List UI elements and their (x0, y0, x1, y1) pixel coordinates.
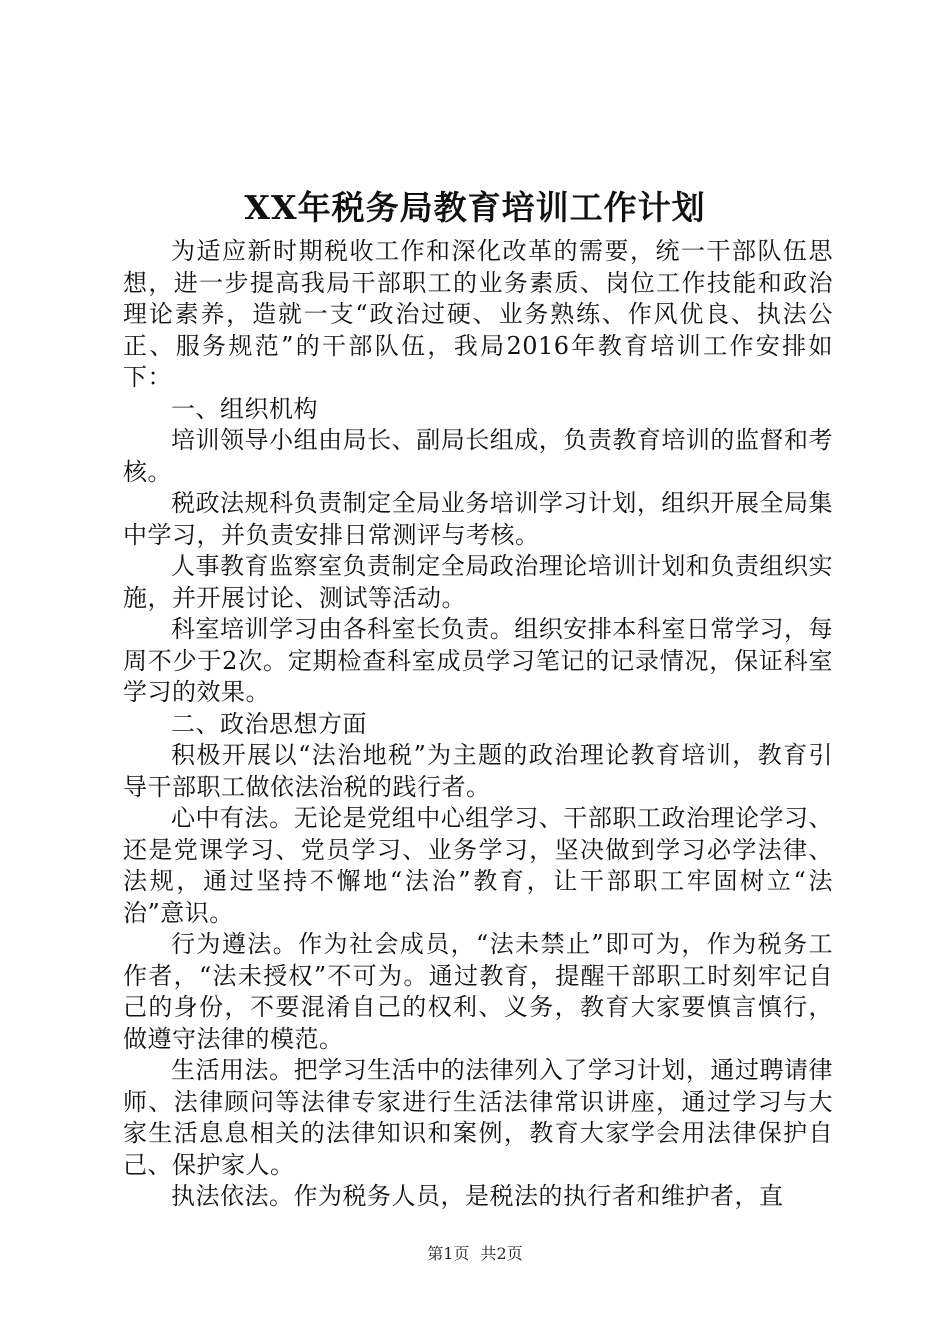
page-number: 第1页 (427, 1244, 470, 1263)
section-heading-political: 二、政治思想方面 (171, 709, 367, 738)
document-title: XX年税务局教育培训工作计划 (244, 188, 706, 227)
paragraph-intro: 为适应新时期税收工作和深化改革的需要，统一干部队伍思想，进一步提高我局干部职工的业务素质、岗位工作技能和政治理论素养，造就一支“政治过硬、业务熟练、作风优良、执法公正、服务规范”的干部队伍，我局2016年教育培训工作安排如下： (123, 237, 833, 391)
paragraph: 科室培训学习由各科室长负责。组织安排本科室日常学习，每周不少于2次。定期检查科室成员学习笔记的记录情况，保证科室学习的效果。 (123, 615, 833, 706)
paragraph: 积极开展以“法治地税”为主题的政治理论教育培训，教育引导干部职工做依法治税的践行者。 (123, 741, 833, 801)
paragraph: 行为遵法。作为社会成员，“法未禁止”即可为，作为税务工作者，“法未授权”不可为。通过教育，提醒干部职工时刻牢记自己的身份，不要混淆自己的权利、义务，教育大家要慎言慎行，做遵守法律的模范。 (123, 930, 833, 1053)
paragraph: 培训领导小组由局长、副局长组成，负责教育培训的监督和考核。 (123, 426, 833, 486)
paragraph: 生活用法。把学习生活中的法律列入了学习计划，通过聘请律师、法律顾问等法律专家进行生活法律常识讲座，通过学习与大家生活息息相关的法律知识和案例，教育大家学会用法律保护自己、保护家人。 (123, 1056, 833, 1179)
page-footer (0, 1244, 950, 1264)
paragraph: 执法依法。作为税务人员，是税法的执行者和维护者，直 (171, 1182, 784, 1210)
section-heading-organization: 一、组织机构 (171, 394, 318, 423)
paragraph: 心中有法。无论是党组中心组学习、干部职工政治理论学习、还是党课学习、党员学习、业务学习，坚决做到学习必学法律、法规，通过坚持不懈地“法治”教育，让干部职工牢固树立“法治”意识。 (123, 804, 833, 927)
paragraph: 税政法规科负责制定全局业务培训学习计划，组织开展全局集中学习，并负责安排日常测评与考核。 (123, 489, 833, 549)
paragraph: 人事教育监察室负责制定全局政治理论培训计划和负责组织实施，并开展讨论、测试等活动。 (123, 552, 833, 612)
page-total: 共2页 (480, 1244, 523, 1263)
document-body (123, 236, 833, 1213)
